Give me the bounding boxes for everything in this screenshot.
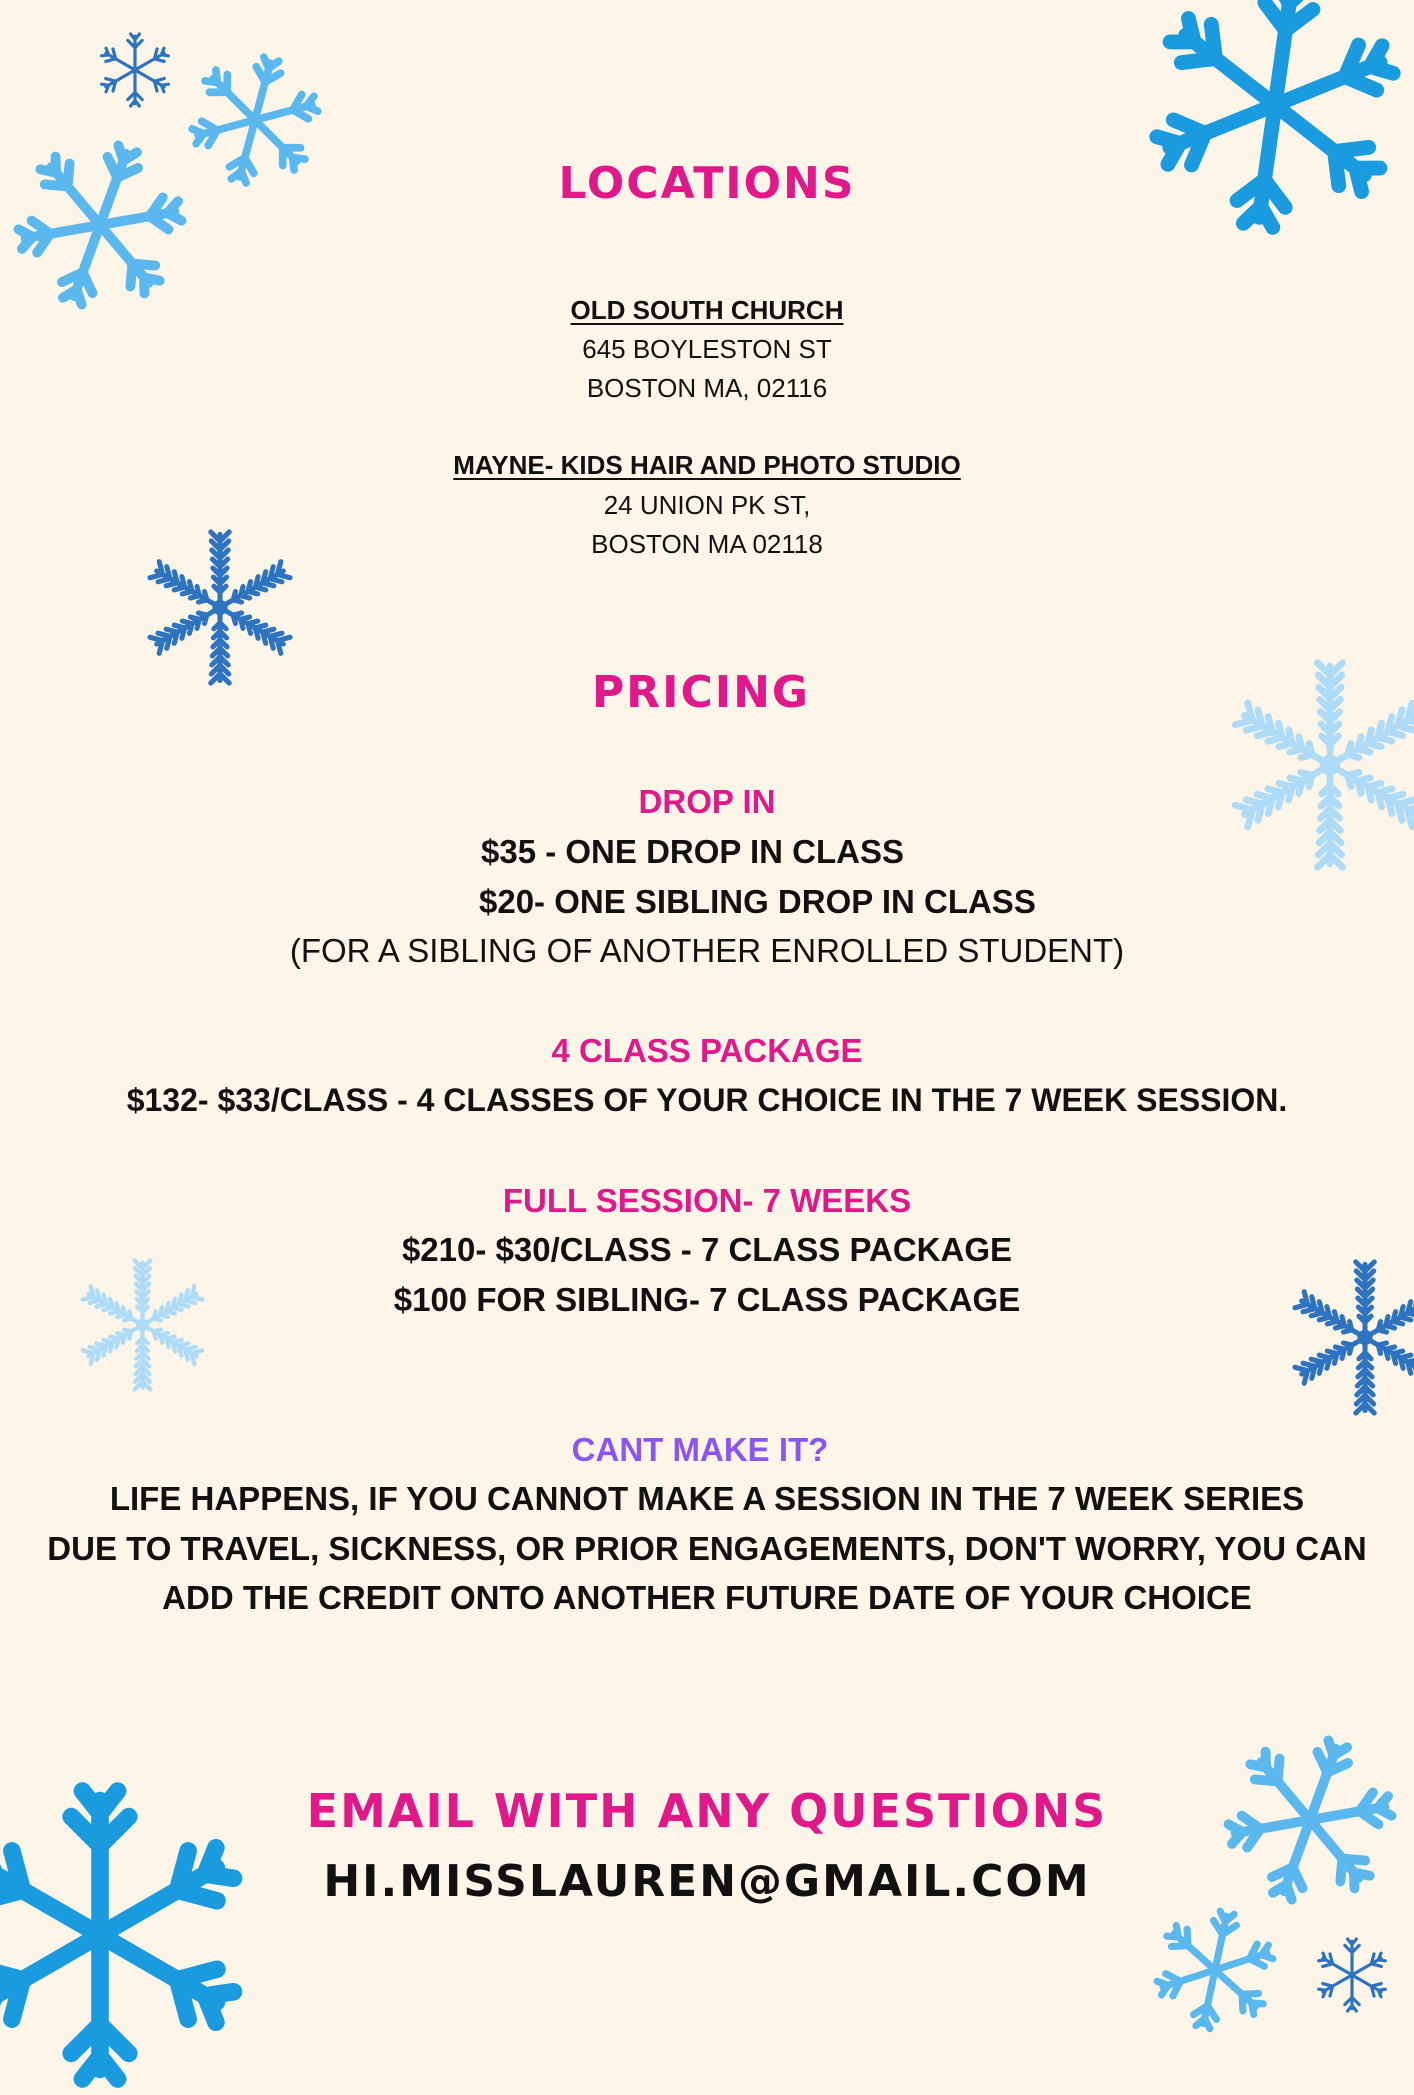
venue-city: BOSTON MA 02118 [591, 529, 823, 559]
sibling-session-price: $100 FOR SIBLING- 7 CLASS PACKAGE [393, 1281, 1021, 1318]
venue-name: OLD SOUTH CHURCH [570, 295, 844, 325]
contact-heading: EMAIL WITH ANY QUESTIONS [306, 1784, 1108, 1838]
policy-line: ADD THE CREDIT ONTO ANOTHER FUTURE DATE OF YOUR CHOICE [162, 1579, 1252, 1616]
drop-in-price: $35 - ONE DROP IN CLASS [481, 833, 904, 870]
snowflake-icon [1138, 1893, 1292, 2047]
venue-street: 645 BOYLESTON ST [582, 334, 832, 364]
snowflake-icon [1123, 0, 1414, 257]
venue-name: MAYNE- KIDS HAIR AND PHOTO STUDIO [453, 450, 961, 480]
sibling-note: (FOR A SIBLING OF ANOTHER ENROLLED STUDENT) [289, 932, 1125, 969]
drop-in-title: DROP IN [638, 783, 776, 820]
snowflake-icon [1280, 1245, 1414, 1430]
cant-make-it-title: CANT MAKE IT? [571, 1431, 829, 1468]
sibling-drop-in-price: $20- ONE SIBLING DROP IN CLASS [479, 883, 1036, 920]
pricing-heading: PRICING [591, 667, 811, 718]
package-title: 4 CLASS PACKAGE [551, 1032, 863, 1069]
venue-street: 24 UNION PK ST, [603, 490, 811, 520]
venue-city: BOSTON MA, 02116 [586, 373, 828, 403]
snowflake-icon [1312, 1935, 1392, 2015]
policy-line: DUE TO TRAVEL, SICKNESS, OR PRIOR ENGAGEMENTS, DON'T WORRY, YOU CAN [47, 1530, 1367, 1567]
snowflake-icon [95, 30, 175, 110]
full-session-price: $210- $30/CLASS - 7 CLASS PACKAGE [401, 1231, 1013, 1268]
policy-line: LIFE HAPPENS, IF YOU CANNOT MAKE A SESSION IN THE 7 WEEK SERIES [109, 1480, 1305, 1517]
email-link[interactable]: HI.MISSLAUREN@GMAIL.COM [323, 1856, 1091, 1907]
full-session-title: FULL SESSION- 7 WEEKS [502, 1182, 912, 1219]
package-price: $132- $33/CLASS - 4 CLASSES OF YOUR CHOICE IN THE 7 WEEK SESSION. [126, 1082, 1288, 1118]
locations-heading: LOCATIONS [558, 158, 856, 209]
